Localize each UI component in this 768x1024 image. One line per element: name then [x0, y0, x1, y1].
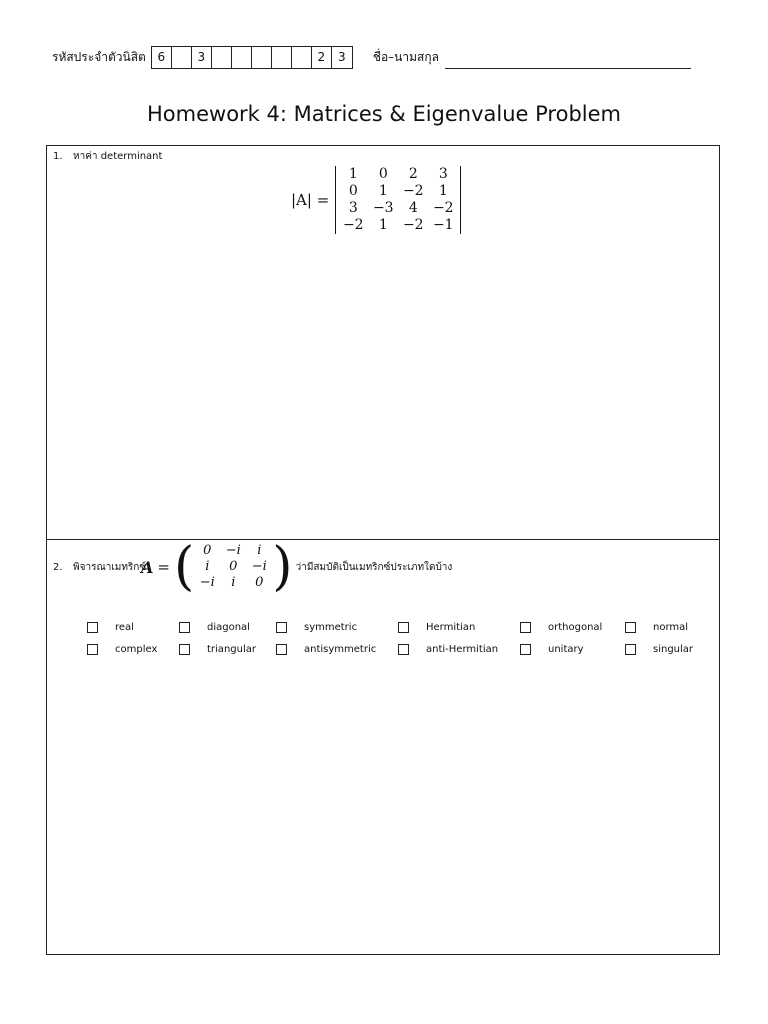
option-complex[interactable] [87, 644, 179, 655]
checkbox-icon[interactable] [625, 644, 636, 655]
answer-frame [46, 145, 720, 955]
option-real[interactable] [87, 622, 179, 633]
option-symmetric[interactable] [276, 622, 398, 633]
matrix-cell: 3 [348, 200, 358, 216]
checkbox-icon[interactable] [87, 622, 98, 633]
option-anti-hermitian[interactable] [398, 644, 520, 655]
matrix-cell: 1 [378, 183, 388, 199]
matrix-cell: −i [251, 559, 267, 574]
matrix-cell: 1 [378, 217, 388, 233]
matrix-cell: 4 [408, 200, 418, 216]
option-label: antisymmetric [304, 643, 377, 655]
matrix-cell: i [257, 543, 262, 558]
checkbox-icon[interactable] [87, 644, 98, 655]
option-antisymmetric[interactable] [276, 644, 398, 655]
option-label: diagonal [207, 621, 250, 633]
matrix-cell: −2 [432, 200, 454, 216]
question-prompt-before: พิจารณาเมทริกซ์ [73, 562, 147, 573]
option-label: normal [653, 621, 689, 633]
option-orthogonal[interactable] [520, 622, 625, 633]
id-digit-box[interactable]: 3 [337, 50, 346, 64]
checkbox-icon[interactable] [520, 644, 531, 655]
student-header [52, 46, 691, 69]
matrix-cell: 0 [255, 575, 264, 590]
checkbox-icon[interactable] [276, 622, 287, 633]
matrix-cell: 1 [438, 183, 448, 199]
matrix-row [338, 200, 458, 217]
checkbox-icon[interactable] [276, 644, 287, 655]
name-field[interactable] [445, 46, 691, 69]
matrix-cell: 1 [348, 166, 358, 182]
determinant-expression [291, 166, 461, 234]
option-label: anti-Hermitian [426, 643, 499, 655]
page-title: Homework 4: Matrices & Eigenvalue Problem [147, 102, 621, 126]
matrix-cell: −i [225, 543, 241, 558]
equals-sign: = [157, 558, 170, 576]
checkbox-icon[interactable] [179, 622, 190, 633]
option-triangular[interactable] [179, 644, 276, 655]
option-unitary[interactable] [520, 644, 625, 655]
matrix-cell: −3 [372, 200, 394, 216]
matrix-name: A [141, 557, 154, 577]
question-prompt-after: ว่ามีสมบัติเป็นเมทริกซ์ประเภทใดบ้าง [295, 561, 453, 573]
question-prompt: หาค่า determinant [73, 151, 163, 162]
question-number: 1. [53, 151, 63, 162]
right-paren-icon: ) [272, 537, 293, 597]
option-label: real [115, 621, 134, 633]
matrix-cell: −1 [432, 217, 454, 233]
question-2-label [53, 560, 146, 575]
student-id-boxes[interactable] [151, 46, 353, 69]
matrix-row [194, 575, 272, 591]
checkbox-icon[interactable] [179, 644, 190, 655]
id-digit-box[interactable] [212, 47, 232, 68]
option-hermitian[interactable] [398, 622, 520, 633]
id-digit-box[interactable] [292, 47, 312, 68]
matrix-cell: 3 [438, 166, 448, 182]
student-id-label: รหัสประจำตัวนิสิต [52, 50, 146, 64]
option-singular[interactable] [625, 644, 705, 655]
option-label: Hermitian [426, 621, 476, 633]
matrix-cell: −2 [402, 217, 424, 233]
question-number: 2. [53, 562, 63, 573]
matrix-cell: 0 [203, 543, 212, 558]
matrix-cell: −2 [342, 217, 364, 233]
option-label: unitary [548, 643, 584, 655]
matrix-cell: i [231, 575, 236, 590]
matrix-cell: 2 [408, 166, 418, 182]
id-digit-box[interactable]: 3 [192, 47, 212, 68]
matrix-row [338, 166, 458, 183]
name-label: ชื่อ–นามสกุล [372, 50, 439, 64]
option-label: complex [115, 643, 158, 655]
complex-matrix [194, 543, 272, 591]
option-label: orthogonal [548, 621, 603, 633]
option-label: symmetric [304, 621, 358, 633]
checklist-row [87, 638, 705, 660]
id-digit-box[interactable] [252, 47, 272, 68]
matrix-row [194, 559, 272, 575]
matrix-cell: 0 [378, 166, 388, 182]
checkbox-icon[interactable] [398, 644, 409, 655]
matrix-cell: −2 [402, 183, 424, 199]
id-digit-box[interactable]: 2 [312, 47, 332, 68]
id-digit-box[interactable] [232, 47, 252, 68]
determinant-lhs: |A| = [291, 191, 330, 209]
matrix-cell: 0 [348, 183, 358, 199]
matrix-cell: −i [199, 575, 215, 590]
left-paren-icon: ( [174, 537, 195, 597]
question-1-label [53, 149, 162, 164]
checkbox-icon[interactable] [625, 622, 636, 633]
option-diagonal[interactable] [179, 622, 276, 633]
id-digit-box[interactable]: 6 [152, 47, 172, 68]
option-label: triangular [207, 643, 256, 655]
option-normal[interactable] [625, 622, 705, 633]
matrix-row [194, 543, 272, 559]
determinant-matrix [335, 166, 461, 234]
id-digit-box[interactable] [272, 47, 292, 68]
checkbox-icon[interactable] [520, 622, 531, 633]
checkbox-icon[interactable] [398, 622, 409, 633]
matrix-row [338, 183, 458, 200]
matrix-expression [141, 538, 452, 596]
matrix-cell: i [205, 559, 210, 574]
checklist-row [87, 616, 705, 638]
property-checklist [87, 616, 705, 660]
option-label: singular [653, 643, 694, 655]
id-digit-box[interactable] [172, 47, 192, 68]
matrix-cell: 0 [229, 559, 238, 574]
matrix-row [338, 217, 458, 234]
